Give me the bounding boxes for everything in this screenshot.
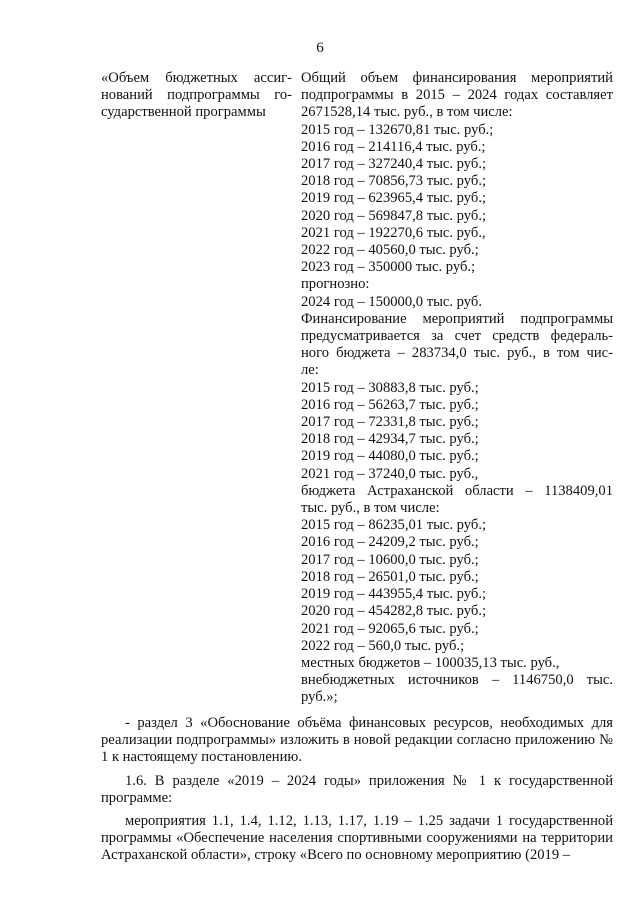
financing-line: тыс. руб., в том числе:: [301, 500, 440, 517]
financing-line: 2018 год – 70856,73 тыс. руб.;: [301, 173, 487, 190]
financing-line: Финансирование мероприятий подпрограммы: [301, 310, 613, 327]
financing-line: 2671528,14 тыс. руб., в том числе:: [301, 104, 513, 121]
financing-line: 2019 год – 44080,0 тыс. руб.;: [301, 448, 479, 465]
financing-line: прогнозно:: [301, 276, 370, 293]
financing-line: предусматривается за счет средств федераль-: [301, 328, 613, 345]
page-number: 6: [316, 40, 324, 56]
financing-line: 2021 год – 92065,6 тыс. руб.;: [301, 620, 479, 637]
financing-line: бюджета Астраханской области – 1138409,01: [301, 482, 613, 499]
financing-line: ле:: [301, 362, 319, 379]
paragraph-measures: мероприятия 1.1, 1.4, 1.12, 1.13, 1.17, 1.19 – 1.25 задачи 1 государственной программы «Обеспечение населения спортивными сооружениями на территории Астраханской области», строку «Всего по основному мероприятию (2019 –: [101, 813, 613, 864]
paragraph-item-1-6: 1.6. В разделе «2019 – 2024 годы» приложения № 1 к государственной программе:: [101, 772, 613, 806]
financing-line: 2015 год – 86235,01 тыс. руб.;: [301, 517, 487, 534]
document-body: [101, 715, 613, 871]
financing-line: внебюджетных источников – 1146750,0 тыс.: [301, 672, 613, 689]
financing-line: ного бюджета – 283734,0 тыс. руб., в том чис-: [301, 345, 613, 362]
financing-line: 2022 год – 560,0 тыс. руб.;: [301, 637, 465, 654]
financing-line: 2024 год – 150000,0 тыс. руб.: [301, 293, 482, 310]
financing-line: подпрограммы в 2015 – 2024 годах составляет: [301, 87, 613, 104]
financing-line: 2019 год – 623965,4 тыс. руб.;: [301, 190, 487, 207]
financing-line: 2018 год – 26501,0 тыс. руб.;: [301, 568, 479, 585]
financing-line: 2015 год – 30883,8 тыс. руб.;: [301, 379, 479, 396]
financing-line: 2016 год – 24209,2 тыс. руб.;: [301, 534, 479, 551]
financing-line: 2022 год – 40560,0 тыс. руб.;: [301, 242, 479, 259]
paragraph-section-3-amendment: - раздел 3 «Обоснование объёма финансовых ресурсов, необходимых для реализации подпрограммы» изложить в новой редакции согласно приложению № 1 к настоящему постановлению.: [101, 715, 613, 766]
financing-line: 2017 год – 327240,4 тыс. руб.;: [301, 156, 487, 173]
financing-line: 2021 год – 192270,6 тыс. руб.,: [301, 224, 486, 241]
financing-line: 2020 год – 569847,8 тыс. руб.;: [301, 207, 487, 224]
financing-line: 2016 год – 56263,7 тыс. руб.;: [301, 396, 479, 413]
financing-line: 2021 год – 37240,0 тыс. руб.,: [301, 465, 479, 482]
financing-line: 2016 год – 214116,4 тыс. руб.;: [301, 138, 486, 155]
financing-line: 2017 год – 72331,8 тыс. руб.;: [301, 414, 479, 431]
financing-line: 2018 год – 42934,7 тыс. руб.;: [301, 431, 479, 448]
financing-line: 2019 год – 443955,4 тыс. руб.;: [301, 586, 487, 603]
financing-line: местных бюджетов – 100035,13 тыс. руб.,: [301, 654, 560, 671]
passport-field-label: «Объем бюджетных ассигнований подпрограммы государственной программы: [101, 70, 292, 120]
financing-line: Общий объем финансирования мероприятий: [301, 70, 613, 86]
financing-line: 2020 год – 454282,8 тыс. руб.;: [301, 603, 487, 620]
financing-line: 2017 год – 10600,0 тыс. руб.;: [301, 551, 479, 568]
passport-field-value: [301, 70, 613, 707]
financing-line: 2015 год – 132670,81 тыс. руб.;: [301, 121, 494, 138]
financing-line: 2023 год – 350000 тыс. руб.;: [301, 259, 476, 276]
financing-line: руб.»;: [301, 689, 338, 706]
